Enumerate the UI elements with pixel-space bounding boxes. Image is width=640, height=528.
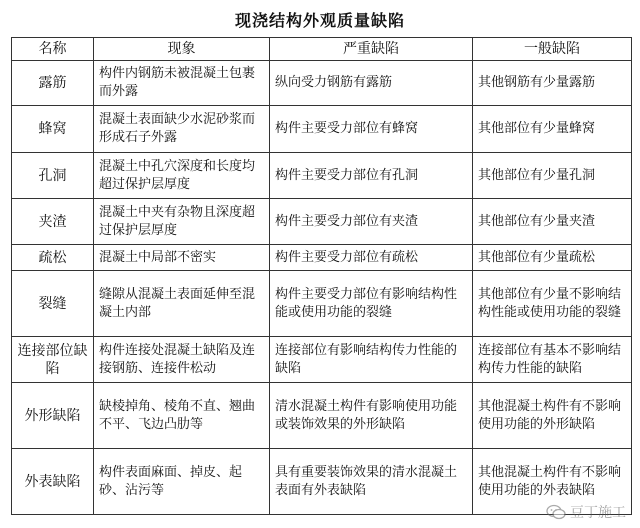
- wechat-icon: [546, 504, 566, 520]
- defect-name: 外表缺陷: [12, 449, 94, 515]
- table-row: [12, 449, 632, 515]
- defect-severe: 构件主要受力部位有蜂窝: [270, 106, 473, 153]
- defect-phenomenon: 混凝土中局部不密实: [94, 245, 270, 271]
- defect-phenomenon: 构件连接处混凝土缺陷及连接钢筋、连接件松动: [94, 337, 270, 383]
- table-row: [12, 271, 632, 337]
- defect-severe: 纵向受力钢筋有露筋: [270, 61, 473, 106]
- defect-general: 其他部位有少量不影响结构性能或使用功能的裂缝: [473, 271, 632, 337]
- defect-severe: 清水混凝土构件有影响使用功能或装饰效果的外形缺陷: [270, 383, 473, 449]
- defect-phenomenon: 混凝土表面缺少水泥砂浆而形成石子外露: [94, 106, 270, 153]
- defect-general: 其他部位有少量孔洞: [473, 153, 632, 199]
- defect-general: 连接部位有基本不影响结构传力性能的缺陷: [473, 337, 632, 383]
- defect-general: 其他混凝土构件有不影响使用功能的外形缺陷: [473, 383, 632, 449]
- defect-general: 其他部位有少量夹渣: [473, 199, 632, 245]
- defect-phenomenon: 缺棱掉角、棱角不直、翘曲不平、飞边凸肋等: [94, 383, 270, 449]
- defect-phenomenon: 构件表面麻面、掉皮、起砂、沾污等: [94, 449, 270, 515]
- defect-severe: 构件主要受力部位有孔洞: [270, 153, 473, 199]
- watermark: [546, 502, 626, 522]
- defect-severe: 具有重要装饰效果的清水混凝土表面有外表缺陷: [270, 449, 473, 515]
- defect-general: 其他部位有少量疏松: [473, 245, 632, 271]
- defect-name: 疏松: [12, 245, 94, 271]
- defect-severe: 连接部位有影响结构传力性能的缺陷: [270, 337, 473, 383]
- defect-name: 露筋: [12, 61, 94, 106]
- defect-phenomenon: 混凝土中孔穴深度和长度均超过保护层厚度: [94, 153, 270, 199]
- defect-general: 其他钢筋有少量露筋: [473, 61, 632, 106]
- header-phenomenon: 现象: [94, 38, 270, 61]
- table-row: [12, 61, 632, 106]
- table-row: [12, 383, 632, 449]
- defect-severe: 构件主要受力部位有疏松: [270, 245, 473, 271]
- defect-severe: 构件主要受力部位有影响结构性能或使用功能的裂缝: [270, 271, 473, 337]
- header-severe: 严重缺陷: [270, 38, 473, 61]
- defects-table: [11, 37, 632, 515]
- page-title: 现浇结构外观质量缺陷: [234, 11, 405, 30]
- table-row: [12, 337, 632, 383]
- header-general: 一般缺陷: [473, 38, 632, 61]
- defect-name: 夹渣: [12, 199, 94, 245]
- table-row: [12, 153, 632, 199]
- defect-name: 连接部位缺陷: [12, 337, 94, 383]
- defect-severe: 构件主要受力部位有夹渣: [270, 199, 473, 245]
- table-row: [12, 199, 632, 245]
- defect-name: 裂缝: [12, 271, 94, 337]
- defect-phenomenon: 构件内钢筋未被混凝土包裹而外露: [94, 61, 270, 106]
- header-name: 名称: [12, 38, 94, 61]
- table-row: [12, 245, 632, 271]
- defect-general: 其他混凝土构件有不影响使用功能的外表缺陷: [473, 449, 632, 515]
- defect-name: 蜂窝: [12, 106, 94, 153]
- watermark-text: 豆丁施工: [570, 505, 626, 521]
- defect-name: 外形缺陷: [12, 383, 94, 449]
- defect-phenomenon: 混凝土中夹有杂物且深度超过保护层厚度: [94, 199, 270, 245]
- defect-phenomenon: 缝隙从混凝土表面延伸至混凝土内部: [94, 271, 270, 337]
- defect-name: 孔洞: [12, 153, 94, 199]
- defect-general: 其他部位有少量蜂窝: [473, 106, 632, 153]
- table-header-row: [12, 38, 632, 61]
- table-row: [12, 106, 632, 153]
